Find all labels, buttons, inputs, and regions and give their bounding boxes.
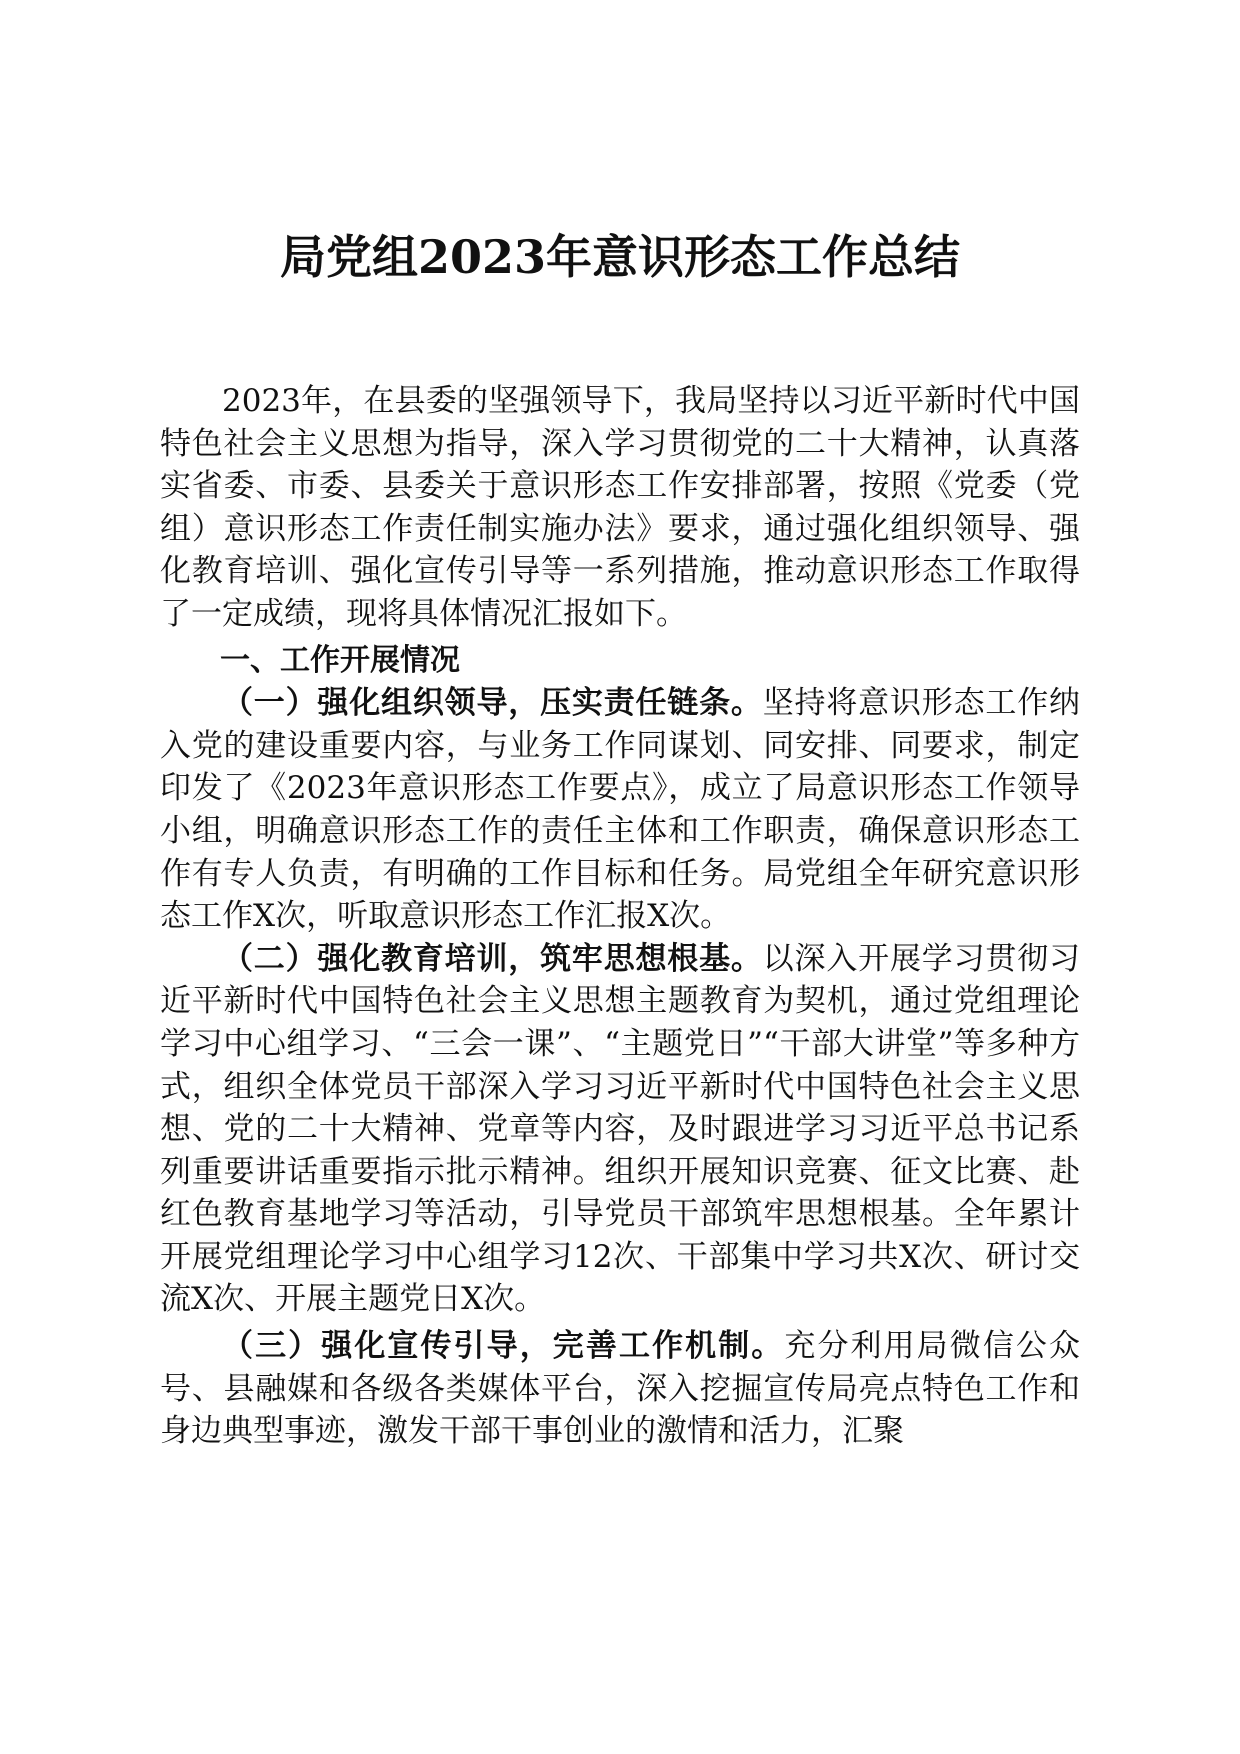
section-heading-work-status: 一、工作开展情况 (220, 642, 460, 678)
item-text-education: 以深入开展学习贯彻习近平新时代中国特色社会主义思想主题教育为契机，通过党组理论学习中心组学习、“三会一课”、“主题党日”“干部大讲堂”等多种方式，组织全体党员干部深入学习习近平新时代中国特色社会主义思想、党的二十大精神、党章等内容，及时跟进学习习近平总书记系列重要讲话重要指示批示精神。组织开展知识竞赛、征文比赛、赴红色教育基地学习等活动，引导党员干部筑牢思想根基。全年累计开展党组理论学习中心组学习12次、干部集中学习共X次、研讨交流X次、开展主题党日X次。 (160, 940, 1081, 1318)
item-lead-publicity: （三）强化宣传引导，完善工作机制。 (222, 1328, 785, 1365)
intro-paragraph: 2023年，在县委的坚强领导下，我局坚持以习近平新时代中国特色社会主义思想为指导，深入学习贯彻党的二十大精神，认真落实省委、市委、县委关于意识形态工作安排部署，按照《党委（党组）意识形态工作责任制实施办法》要求，通过强化组织领导、强化教育培训、强化宣传引导等一系列措施，推动意识形态工作取得了一定成绩，现将具体情况汇报如下。 (160, 383, 1080, 632)
item-lead-organization: （一）强化组织领导，压实责任链条。 (222, 685, 763, 722)
item-text-organization: 坚持将意识形态工作纳入党的建设重要内容，与业务工作同谋划、同安排、同要求，制定印发了《2023年意识形态工作要点》，成立了局意识形态工作领导小组，明确意识形态工作的责任主体和工作职责，确保意识形态工作有专人负责，有明确的工作目标和任务。局党组全年研究意识形态工作X次，听取意识形态工作汇报X次。 (160, 685, 1081, 935)
item-lead-education: （二）强化教育培训，筑牢思想根基。 (222, 940, 763, 977)
item-text-publicity: 充分利用局微信公众号、县融媒和各级各类媒体平台，深入挖掘宣传局亮点特色工作和身边典型事迹，激发干部干事创业的激情和活力，汇聚 (160, 1328, 1080, 1450)
document-body (160, 380, 1080, 1453)
item-paragraph-education (160, 938, 1080, 1321)
document-title: 局党组2023年意识形态工作总结 (279, 230, 961, 284)
item-paragraph-publicity (160, 1325, 1080, 1453)
item-paragraph-organization (160, 682, 1080, 938)
